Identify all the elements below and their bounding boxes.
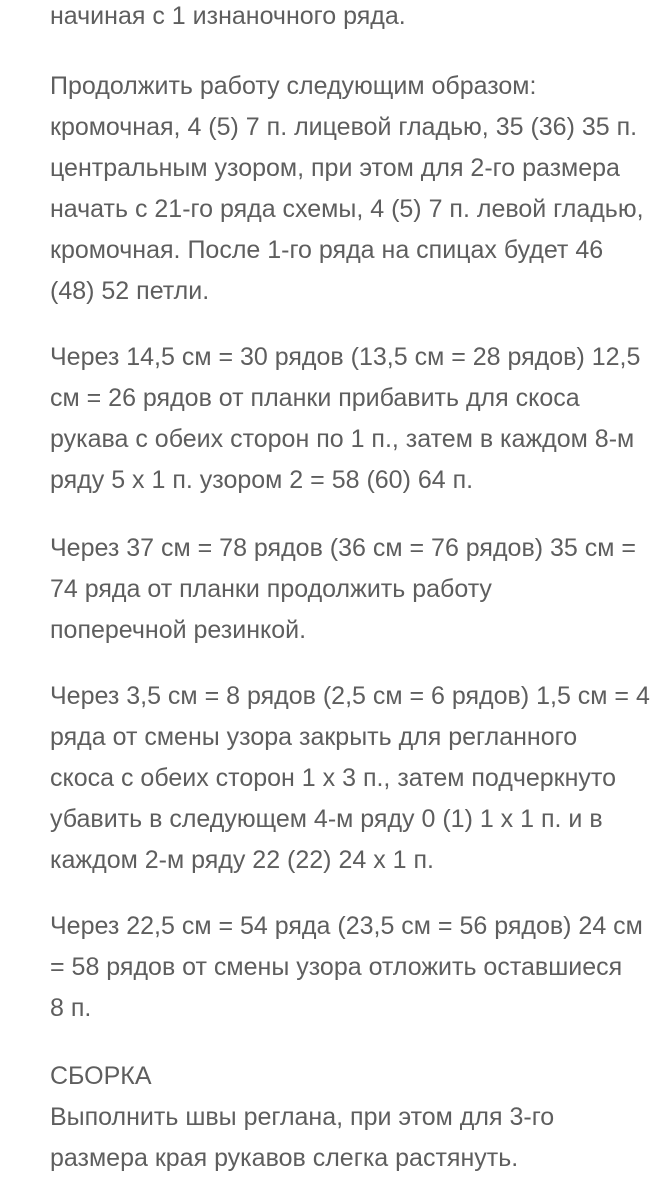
text-line: кромочная, 4 (5) 7 п. лицевой гладью, 35 (36) 35 п. <box>50 113 638 141</box>
text-line: Через 3,5 см = 8 рядов (2,5 см = 6 рядов) 1,5 см = 4 <box>50 682 650 710</box>
paragraph-raglan-decrease <box>50 676 650 881</box>
text-line: центральным узором, при этом для 2-го размера <box>50 154 620 182</box>
text-line: Через 37 см = 78 рядов (36 см = 76 рядов) 35 см = <box>50 534 636 562</box>
paragraph-remaining-stitches <box>50 906 643 1029</box>
text-line: начать с 21-го ряда схемы, 4 (5) 7 п. левой гладью, <box>50 195 644 223</box>
text-line: каждом 2-м ряду 22 (22) 24 х 1 п. <box>50 846 434 874</box>
text-line: Продолжить работу следующим образом: <box>50 72 537 100</box>
paragraph-assembly <box>50 1056 630 1179</box>
text-line: скоса с обеих сторон 1 х 3 п., затем подчеркнуто <box>50 764 616 792</box>
text-line: см = 26 рядов от планки прибавить для скоса <box>50 384 580 412</box>
text-line: Через 14,5 см = 30 рядов (13,5 см = 28 рядов) 12,5 <box>50 343 641 371</box>
text-line: рукава с обеих сторон по 1 п., затем в каждом 8-м <box>50 425 635 453</box>
paragraph-intro <box>50 0 630 37</box>
text-line: убавить в следующем 4-м ряду 0 (1) 1 х 1 п. и в <box>50 805 603 833</box>
section-heading: СБОРКА <box>50 1062 152 1090</box>
text-line: = 58 рядов от смены узора отложить оставшиеся <box>50 953 623 981</box>
paragraph-rib-pattern <box>50 528 636 651</box>
paragraph-sleeve-increase <box>50 337 641 501</box>
text-line: 74 ряда от планки продолжить работу <box>50 575 492 603</box>
text-line: Через 22,5 см = 54 ряда (23,5 см = 56 рядов) 24 см <box>50 912 643 940</box>
text-line: (48) 52 петли. <box>50 277 210 305</box>
text-line: ряда от смены узора закрыть для регланного <box>50 723 578 751</box>
paragraph-continue-work <box>50 66 644 312</box>
text-line: Выполнить швы реглана, при этом для 3-го <box>50 1103 555 1131</box>
text-line: размера края рукавов слегка растянуть. <box>50 1144 519 1172</box>
text-line: начиная с 1 изнаночного ряда. <box>50 2 406 30</box>
text-line: кромочная. После 1-го ряда на спицах будет 46 <box>50 236 604 264</box>
text-line: ряду 5 х 1 п. узором 2 = 58 (60) 64 п. <box>50 466 474 494</box>
text-line: 8 п. <box>50 994 92 1022</box>
text-line: поперечной резинкой. <box>50 616 307 644</box>
